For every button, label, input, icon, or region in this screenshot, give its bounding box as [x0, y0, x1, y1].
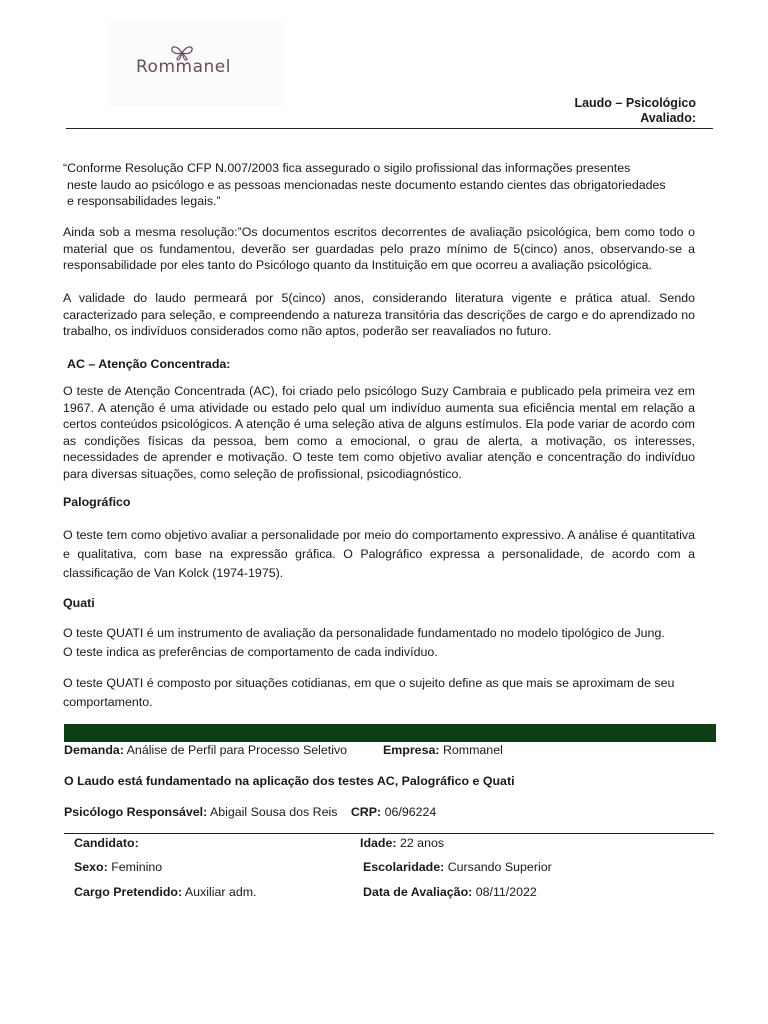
- document-header: [574, 96, 696, 126]
- quati-section-text: [63, 624, 713, 662]
- confidentiality-line: “Conforme Resolução CFP N.007/2003 fica assegurado o sigilo profissional das informações presentes: [63, 161, 631, 175]
- fundamento-text: O Laudo está fundamentado na aplicação dos testes AC, Palográfico e Quati: [64, 774, 515, 788]
- candidate-divider: [64, 833, 714, 834]
- palografico-section-text: O teste tem como objetivo avaliar a personalidade por meio do comportamento expressivo. A análise é quantitativa e qualitativa, com base na expressão gráfica. O Palográfico expressa a personalidade, de acordo com a classificação de Van Kolck (1974-1975).: [63, 528, 695, 580]
- demanda-value: Análise de Perfil para Processo Seletivo: [126, 743, 348, 757]
- confidentiality-paragraph: [63, 160, 703, 210]
- ac-section-title: AC – Atenção Concentrada:: [67, 357, 231, 371]
- validity-paragraph: A validade do laudo permeará por 5(cinco) anos, considerando literatura vigente e prática atual. Sendo caracterizado para seleção, e compreendendo a natureza transitória das descrições de cargo e do aprendizado no trabalho, os indivíduos considerados como não aptos, poderão ser reavaliados no futuro.: [63, 291, 695, 339]
- psicologo-row: [64, 804, 436, 820]
- empresa-row: [383, 742, 503, 758]
- sexo-label: Sexo:: [74, 860, 108, 874]
- empresa-value: Rommanel: [442, 743, 503, 757]
- psicologo-value: Abigail Sousa dos Reis: [209, 805, 338, 819]
- demanda-row: [64, 742, 347, 758]
- header-divider: [66, 128, 713, 129]
- document-title: Laudo – Psicológico: [574, 96, 696, 110]
- candidato-label: Candidato:: [74, 836, 139, 850]
- psicologo-label: Psicólogo Responsável:: [64, 805, 208, 819]
- document-subtitle: Avaliado:: [640, 111, 696, 125]
- sexo-row: [74, 859, 162, 875]
- idade-label: Idade:: [360, 836, 397, 850]
- data-avaliacao-row: [363, 884, 537, 900]
- section-divider-bar: [64, 724, 716, 742]
- quati-line: O teste indica as preferências de comportamento de cada indivíduo.: [63, 645, 438, 659]
- quati-line: O teste QUATI é um instrumento de avaliação da personalidade fundamentado no modelo tipológico de Jung.: [63, 626, 665, 640]
- sexo-value: Feminino: [111, 860, 163, 874]
- escolaridade-row: [363, 859, 552, 875]
- quati-section-text-2: O teste QUATI é composto por situações cotidianas, em que o sujeito define as que mais se aproximam de seu comportamento.: [63, 676, 675, 709]
- idade-value: 22 anos: [399, 836, 445, 850]
- retention-paragraph: Ainda sob a mesma resolução:”Os documentos escritos decorrentes de avaliação psicológica, bem como todo o material que os fundamentou, deverão ser guardadas pelo prazo mínimo de 5(cinco) anos, observando-se a responsabilidade por eles tanto do Psicólogo quanto da Instituição em que ocorreu a avaliação psicológica.: [63, 225, 695, 273]
- crp-label: CRP:: [350, 805, 382, 819]
- confidentiality-line: neste laudo ao psicólogo e as pessoas mencionadas neste documento estando cientes das obrigatoriedades: [67, 177, 666, 192]
- cargo-value: Auxiliar adm.: [184, 885, 257, 899]
- logo-text: Rommanel: [136, 57, 231, 77]
- ac-section-text: O teste de Atenção Concentrada (AC), foi criado pelo psicólogo Suzy Cambraia e publicado pela primeira vez em 1967. A atenção é uma atividade ou estado pelo qual um indivíduo aumenta sua eficiência mental em relação a certos conteúdos psicológicos. A atenção é uma seleção ativa de alguns estímulos. Ela pode variar de acordo com as condições físicas da pessoa, bem como a emocional, o grau de alerta, a motivação, os interesses, necessidades de aprender e motivação. O teste tem como objetivo avaliar atenção e concentração do indivíduo para diversas situações, como seleção de profissional, psicodiagnóstico.: [63, 384, 695, 481]
- crp-value: 06/96224: [384, 805, 437, 819]
- escolaridade-label: Escolaridade:: [363, 860, 445, 874]
- empresa-label: Empresa:: [383, 743, 440, 757]
- confidentiality-line: e responsabilidades legais.”: [67, 194, 221, 209]
- quati-section-title: Quati: [63, 596, 95, 610]
- demanda-label: Demanda:: [64, 743, 124, 757]
- cargo-label: Cargo Pretendido:: [74, 885, 183, 899]
- data-avaliacao-label: Data de Avaliação:: [363, 885, 473, 899]
- idade-row: [360, 835, 444, 851]
- data-avaliacao-value: 08/11/2022: [475, 885, 537, 899]
- palografico-section-title: Palográfico: [63, 495, 131, 509]
- escolaridade-value: Cursando Superior: [447, 860, 552, 874]
- cargo-row: [74, 884, 256, 900]
